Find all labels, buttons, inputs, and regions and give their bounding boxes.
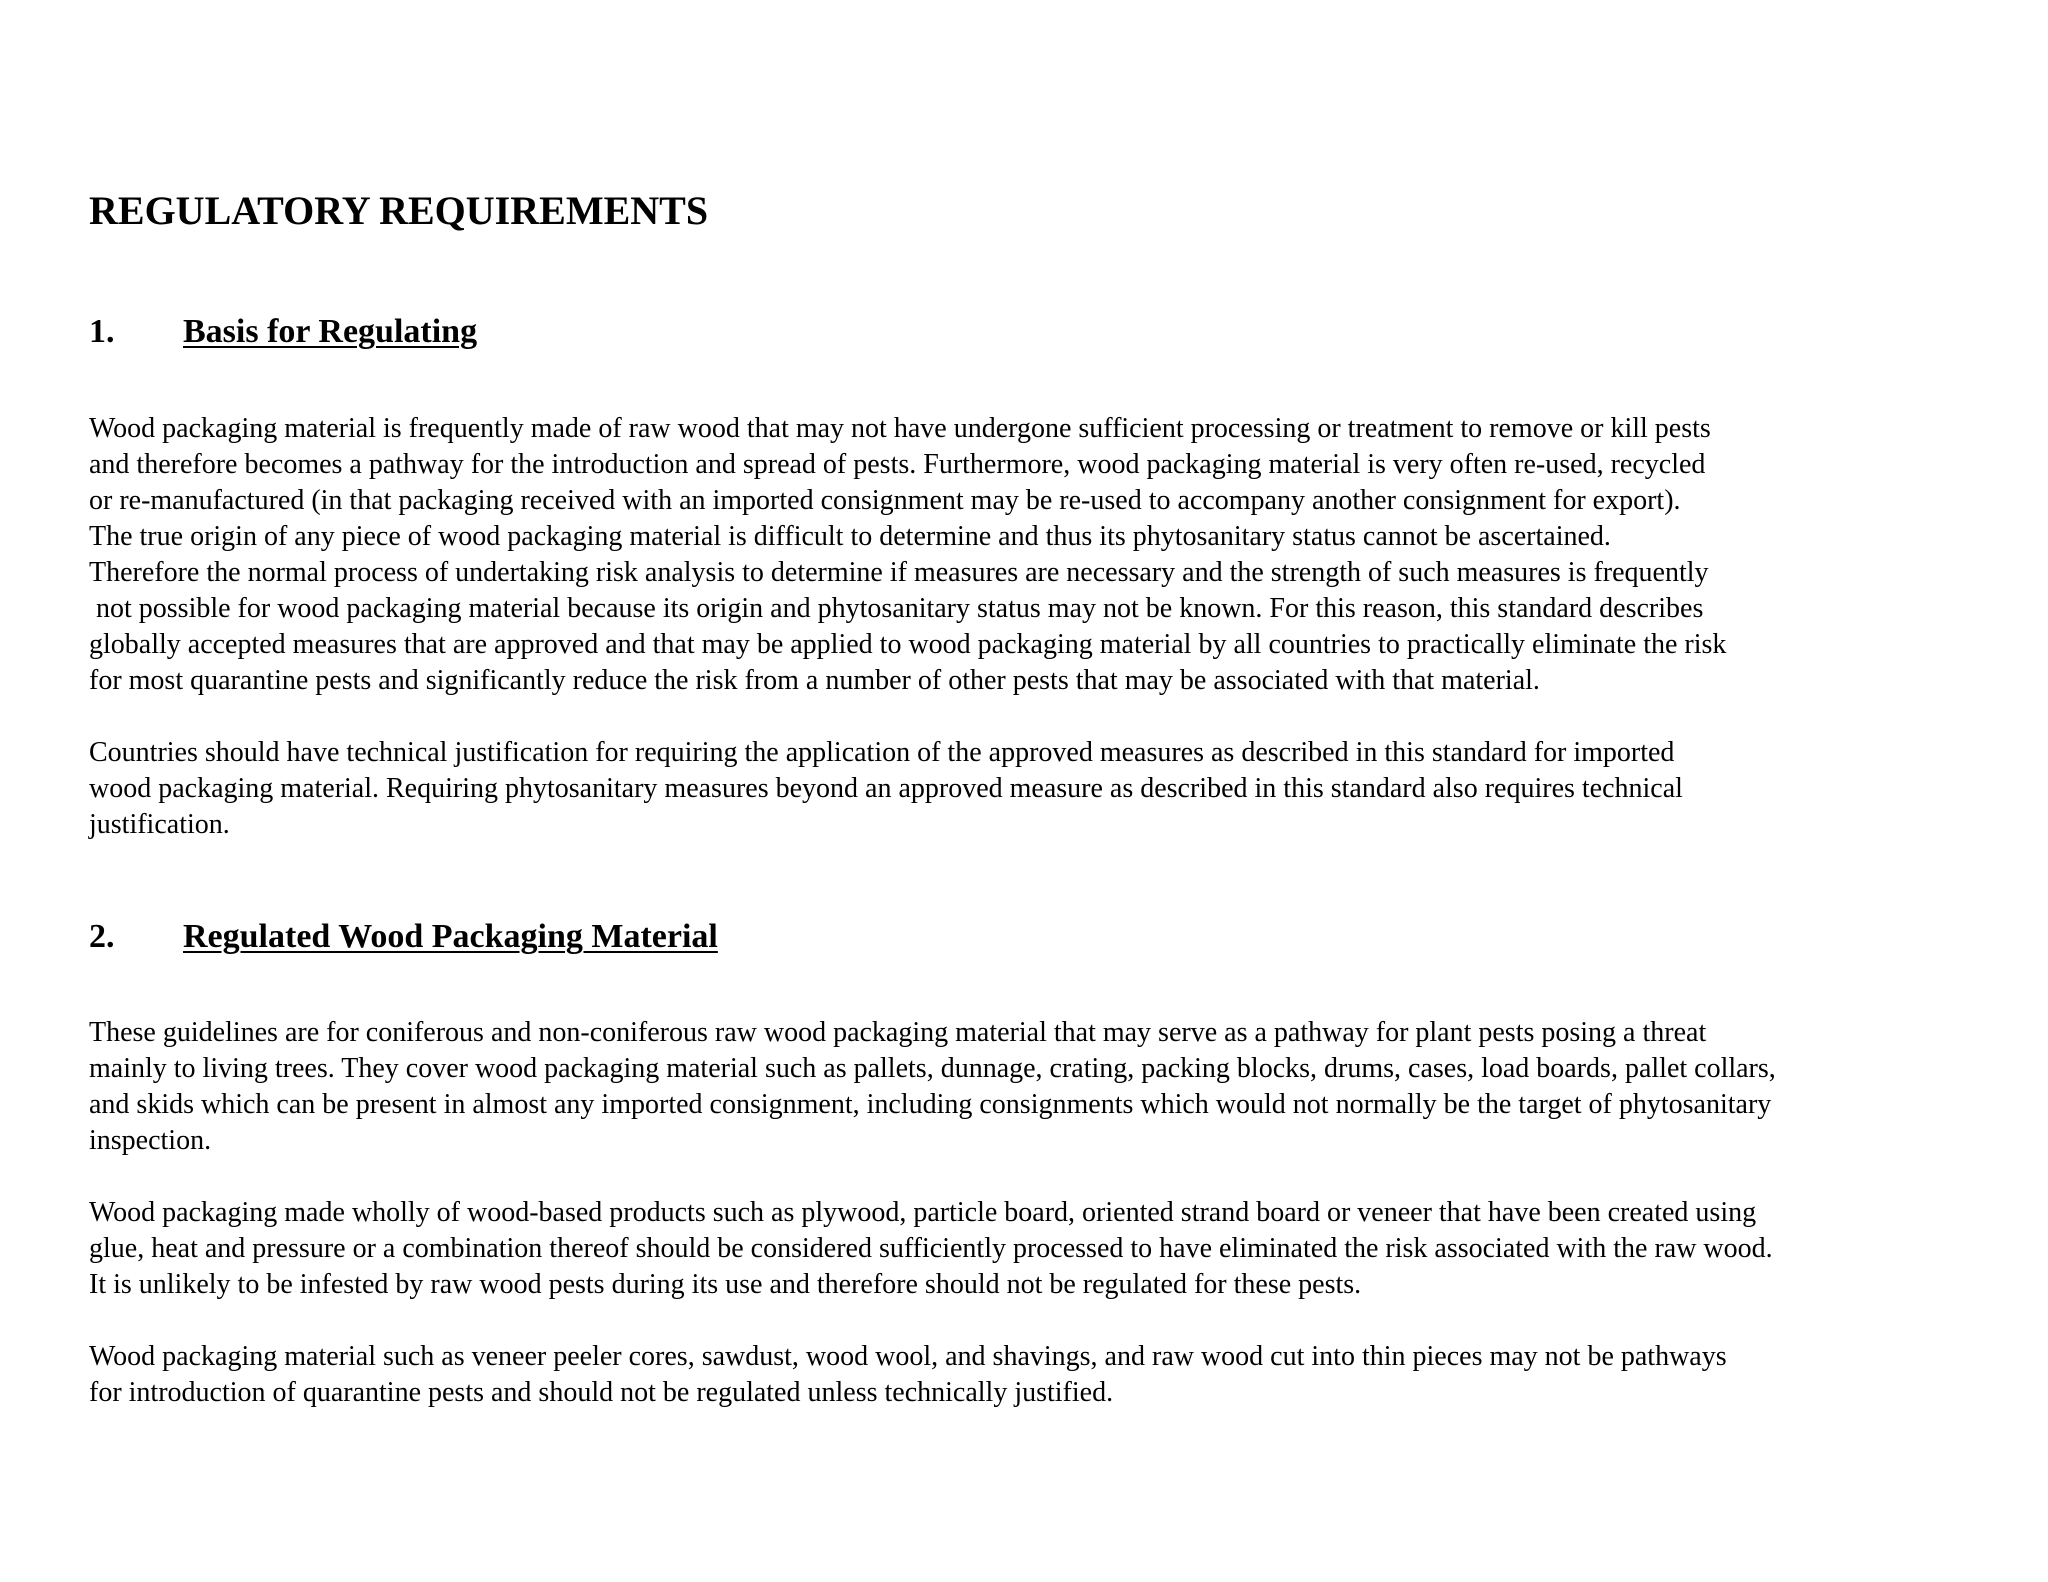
text-line: justification. bbox=[89, 809, 230, 840]
text-line: These guidelines are for coniferous and non-coniferous raw wood packaging material that may serve as a pathway for plant pests posing a threat bbox=[89, 1017, 1707, 1048]
text-line: for most quarantine pests and significantly reduce the risk from a number of other pests that may be associated with that material. bbox=[89, 665, 1540, 696]
paragraph-regulated-1 bbox=[89, 1015, 1776, 1159]
text-line: Wood packaging material such as veneer peeler cores, sawdust, wood wool, and shavings, and raw wood cut into thin pieces may not be pathways bbox=[89, 1341, 1727, 1372]
text-line: Countries should have technical justification for requiring the application of the approved measures as described in this standard for imported bbox=[89, 737, 1675, 768]
text-line: and therefore becomes a pathway for the introduction and spread of pests. Furthermore, wood packaging material is very often re-used, recycled bbox=[89, 449, 1706, 480]
paragraph-basis-1 bbox=[89, 411, 1726, 699]
text-line: not possible for wood packaging material because its origin and phytosanitary status may not be known. For this reason, this standard describes bbox=[89, 593, 1704, 624]
text-line: Wood packaging material is frequently made of raw wood that may not have undergone sufficient processing or treatment to remove or kill pests bbox=[89, 413, 1711, 444]
text-line: The true origin of any piece of wood packaging material is difficult to determine and thus its phytosanitary status cannot be ascertained. bbox=[89, 521, 1611, 552]
text-line: wood packaging material. Requiring phytosanitary measures beyond an approved measure as described in this standard also requires technical bbox=[89, 773, 1683, 804]
section-title: Basis for Regulating bbox=[183, 313, 478, 350]
section-heading-basis-for-regulating bbox=[89, 310, 477, 354]
paragraph-basis-2 bbox=[89, 735, 1683, 843]
text-line: glue, heat and pressure or a combination thereof should be considered sufficiently processed to have eliminated the risk associated with the raw wood. bbox=[89, 1233, 1773, 1264]
section-number: 2. bbox=[89, 918, 115, 955]
text-line: inspection. bbox=[89, 1125, 212, 1156]
text-line: Therefore the normal process of undertaking risk analysis to determine if measures are necessary and the strength of such measures is frequently bbox=[89, 557, 1709, 588]
text-line: for introduction of quarantine pests and should not be regulated unless technically justified. bbox=[89, 1377, 1114, 1408]
paragraph-regulated-3 bbox=[89, 1339, 1727, 1411]
text-line: or re-manufactured (in that packaging received with an imported consignment may be re-used to accompany another consignment for export). bbox=[89, 485, 1681, 516]
page-title: REGULATORY REQUIREMENTS bbox=[89, 188, 709, 233]
section-heading-regulated-wood-packaging-material bbox=[89, 915, 718, 959]
section-number: 1. bbox=[89, 313, 115, 350]
paragraph-regulated-2 bbox=[89, 1195, 1773, 1303]
section-title: Regulated Wood Packaging Material bbox=[183, 918, 718, 955]
text-line: and skids which can be present in almost any imported consignment, including consignments which would not normally be the target of phytosanitary bbox=[89, 1089, 1772, 1120]
text-line: Wood packaging made wholly of wood-based products such as plywood, particle board, oriented strand board or veneer that have been created using bbox=[89, 1197, 1757, 1228]
text-line: It is unlikely to be infested by raw wood pests during its use and therefore should not be regulated for these pests. bbox=[89, 1269, 1362, 1300]
text-line: mainly to living trees. They cover wood packaging material such as pallets, dunnage, crating, packing blocks, drums, cases, load boards, pallet collars, bbox=[89, 1053, 1776, 1084]
text-line: globally accepted measures that are approved and that may be applied to wood packaging material by all countries to practically eliminate the risk bbox=[89, 629, 1727, 660]
